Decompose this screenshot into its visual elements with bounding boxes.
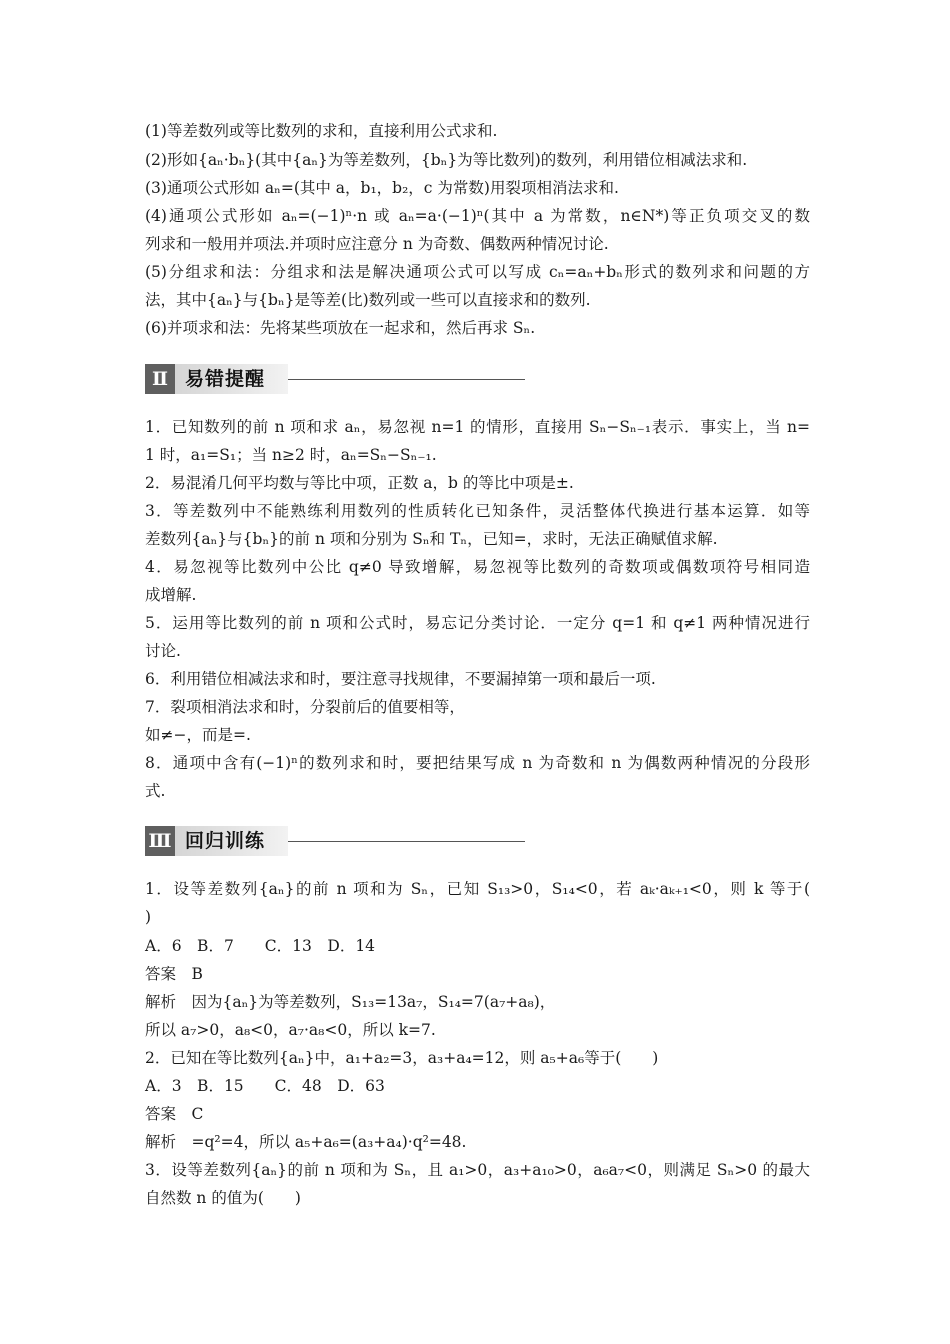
intro-line: (1)等差数列或等比数列的求和，直接利用公式求和. [145,122,498,140]
analysis-line: 解析 =q²=4，所以 a₅+a₆=(a₃+a₄)·q²=48. [145,1133,467,1151]
mistake-line: 式. [145,782,166,800]
section-header-common-mistakes [145,364,525,394]
intro-line: 列求和一般用并项法.并项时应注意分 n 为奇数、偶数两种情况讨论. [145,235,609,253]
mistake-line: 如≠−，而是=. [145,726,251,744]
section-numeral: Ⅱ [145,364,175,394]
section-title: 回归训练 [185,830,266,852]
mistake-line: 差数列{aₙ}与{bₙ}的前 n 项和分别为 Sₙ和 Tₙ，已知=，求时，无法正确赋值求解. [145,530,718,548]
intro-line: (3)通项公式形如 aₙ=(其中 a，b₁，b₂，c 为常数)用裂项相消法求和. [145,179,619,197]
header-rule [288,841,525,842]
exercise-line: 2．已知在等比数列{aₙ}中，a₁+a₂=3，a₃+a₄=12，则 a₅+a₆等于( ) [145,1049,659,1067]
mistake-line: 5．运用等比数列的前 n 项和公式时，易忘记分类讨论．一定分 q=1 和 q≠1 两种情况进行 [145,614,810,632]
exercise-line: 3．设等差数列{aₙ}的前 n 项和为 Sₙ，且 a₁>0，a₃+a₁₀>0，a₆a₇<0，则满足 Sₙ>0 的最大 [145,1161,810,1179]
mistake-line: 2．易混淆几何平均数与等比中项，正数 a，b 的等比中项是±. [145,474,574,492]
mistake-line: 7．裂项相消法求和时，分裂前后的值要相等， [145,698,465,716]
mistake-line: 讨论. [145,642,181,660]
section-numeral: Ⅲ [145,826,175,856]
intro-line: (5)分组求和法：分组求和法是解决通项公式可以写成 cₙ=aₙ+bₙ形式的数列求和问题的方 [145,263,810,281]
intro-line: (4)通项公式形如 aₙ=(−1)ⁿ·n 或 aₙ=a·(−1)ⁿ(其中 a 为常数，n∈N*)等正负项交叉的数 [145,207,810,225]
intro-line: (2)形如{aₙ·bₙ}(其中{aₙ}为等差数列，{bₙ}为等比数列)的数列，利用错位相减法求和. [145,151,748,169]
answer-line: 答案 C [145,1105,204,1123]
exercise-line: ) [145,908,152,926]
mistake-line: 4．易忽视等比数列中公比 q≠0 导致增解，易忽视等比数列的奇数项或偶数项符号相同造 [145,558,810,576]
mistake-line: 成增解. [145,586,197,604]
mistake-line: 3．等差数列中不能熟练利用数列的性质转化已知条件，灵活整体代换进行基本运算．如等 [145,502,810,520]
choice-line: A．6 B．7 C．13 D．14 [145,937,376,955]
analysis-line: 解析 因为{aₙ}为等差数列，S₁₃=13a₇，S₁₄=7(a₇+a₈)， [145,993,556,1011]
mistake-line: 1 时，a₁=S₁；当 n≥2 时，aₙ=Sₙ−Sₙ₋₁. [145,446,437,464]
mistake-line: 6．利用错位相减法求和时，要注意寻找规律，不要漏掉第一项和最后一项. [145,670,656,688]
section-header-review-practice [145,826,525,856]
choice-line: A．3 B．15 C．48 D．63 [145,1077,385,1095]
intro-line: (6)并项求和法：先将某些项放在一起求和，然后再求 Sₙ. [145,319,536,337]
header-rule [288,379,525,380]
mistake-line: 8．通项中含有(−1)ⁿ的数列求和时，要把结果写成 n 为奇数和 n 为偶数两种情况的分段形 [145,754,810,772]
section-title: 易错提醒 [185,368,266,390]
answer-line: 答案 B [145,965,203,983]
intro-line: 法，其中{aₙ}与{bₙ}是等差(比)数列或一些可以直接求和的数列. [145,291,591,309]
exercise-line: 自然数 n 的值为( ) [145,1189,301,1207]
exercise-line: 1．设等差数列{aₙ}的前 n 项和为 Sₙ，已知 S₁₃>0，S₁₄<0，若 aₖ·aₖ₊₁<0，则 k 等于( [145,880,810,898]
mistake-line: 1．已知数列的前 n 项和求 aₙ，易忽视 n=1 的情形，直接用 Sₙ−Sₙ₋₁表示．事实上，当 n= [145,418,810,436]
analysis-line: 所以 a₇>0，a₈<0，a₇·a₈<0，所以 k=7. [145,1021,436,1039]
